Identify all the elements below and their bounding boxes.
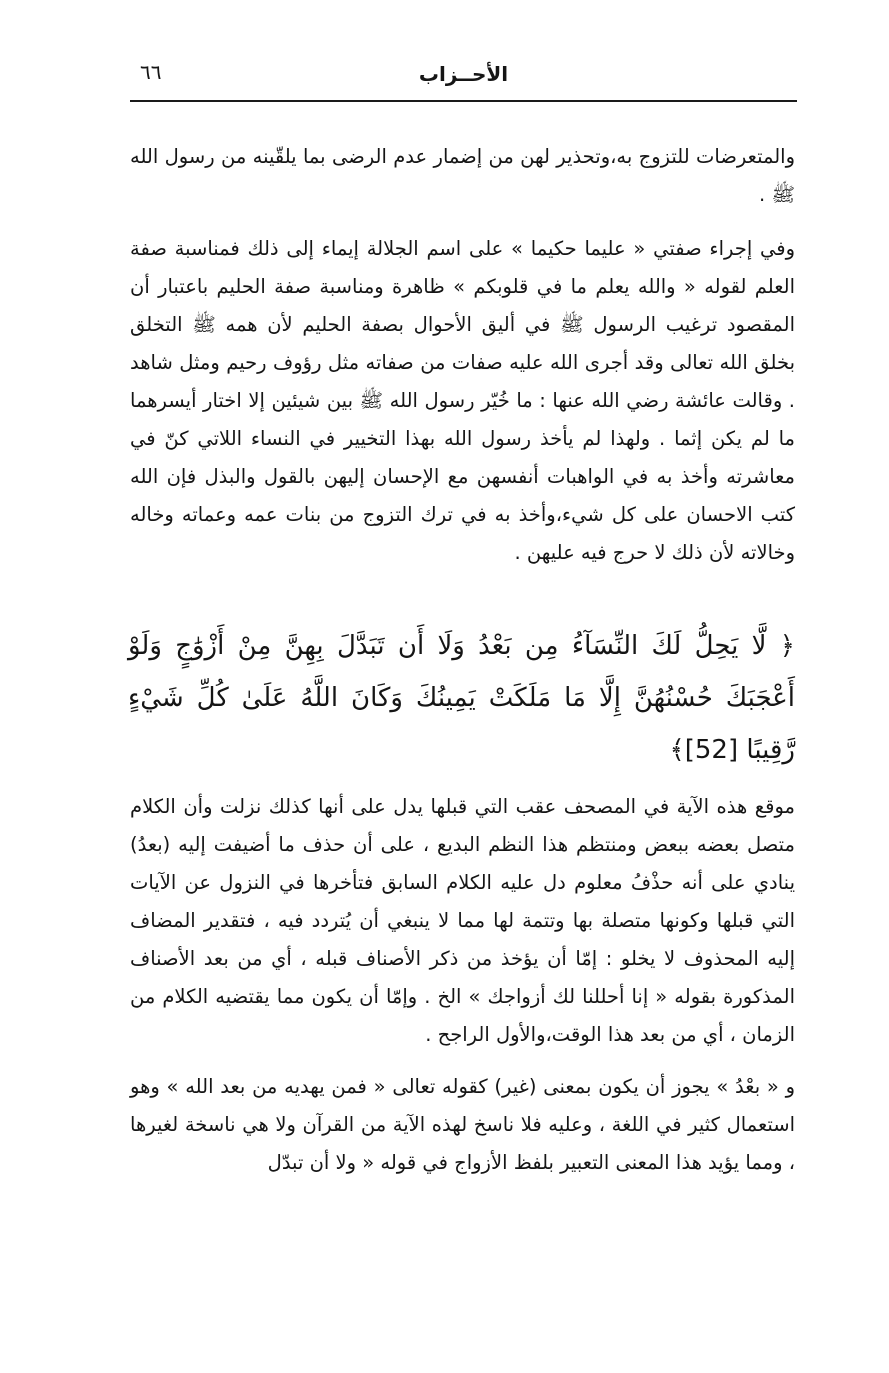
paragraph: و « بعْدُ » يجوز أن يكون بمعنى (غير) كقوله تعالى « فمن يهديه من بعد الله » وهو استعمال كثير في اللغة ، وعليه فلا ناسخ لهذه الآية من القرآن ولا هي ناسخة لغيرها ، ومما يؤيد هذا المعنى التعبير بلفظ الأزواج في قوله « ولا أن تبدّل <box>130 1075 795 1174</box>
text-block-top <box>130 138 795 572</box>
paragraph: وفي إجراء صفتي « عليما حكيما » على اسم الجلالة إيماء إلى ذلك فمناسبة صفة العلم لقوله « والله يعلم ما في قلوبكم » ظاهرة ومناسبة صفة الحليم باعتبار أن المقصود ترغيب الرسول ﷺ في أليق الأحوال بصفة الحليم لأن همه ﷺ التخلق بخلق الله تعالى وقد أجرى الله عليه صفات من صفاته مثل رؤوف رحيم ومثل شاهد . وقالت عائشة رضي الله عنها : ما خُيّر رسول الله ﷺ بين شيئين إلا اختار أيسرهما ما لم يكن إثما . ولهذا لم يأخذ رسول الله بهذا التخيير في النساء اللاتي كنّ في معاشرته وأخذ به في الواهبات أنفسهن مع الإحسان إليهن بالقول والبذل فإن الله كتب الاحسان على كل شيء،وأخذ به في ترك التزوج من بنات عمه وعماته وخاله وخالاته لأن ذلك لا حرج فيه عليهن . <box>130 237 795 564</box>
quran-verse: ﴿ لَّا يَحِلُّ لَكَ النِّسَآءُ مِن بَعْدُ وَلَا أَن تَبَدَّلَ بِهِنَّ مِنْ أَزْوَٰجٍ وَلَوْ أَعْجَبَكَ حُسْنُهُنَّ إِلَّا مَا مَلَكَتْ يَمِينُكَ وَكَانَ اللَّهُ عَلَىٰ كُلِّ شَيْءٍ رَّقِيبًا [52]﴾ <box>128 631 795 765</box>
page-number: ٦٦ <box>140 60 162 84</box>
paragraph: موقع هذه الآية في المصحف عقب التي قبلها يدل على أنها كذلك نزلت وأن الكلام متصل بعضه ببعض ومنتظم هذا النظم البديع ، على أن حذف ما أضيفت إليه (بعدُ) ينادي على أنه حذْفُ معلوم دل عليه الكلام السابق فتأخرها في النزول عن الآيات التي قبلها وكونها متصلة بها وتتمة لها مما لا ينبغي أن يُتردد فيه ، فتقدير المضاف إليه المحذوف لا يخلو : إمّا أن يؤخذ من ذكر الأصناف قبله ، أي من بعد الأصناف المذكورة بقوله « إنا أحللنا لك أزواجك » الخ . وإمّا أن يكون مما يقتضيه الكلام من الزمان ، أي من بعد هذا الوقت،والأول الراجح . <box>130 795 795 1046</box>
text-block-bottom <box>130 788 795 1182</box>
paragraph: والمتعرضات للتزوج به،وتحذير لهن من إضمار عدم الرضى بما يلقّينه من رسول الله ﷺ . <box>130 145 795 206</box>
page-header <box>130 56 797 102</box>
running-title: الأحــزاب <box>418 62 509 86</box>
